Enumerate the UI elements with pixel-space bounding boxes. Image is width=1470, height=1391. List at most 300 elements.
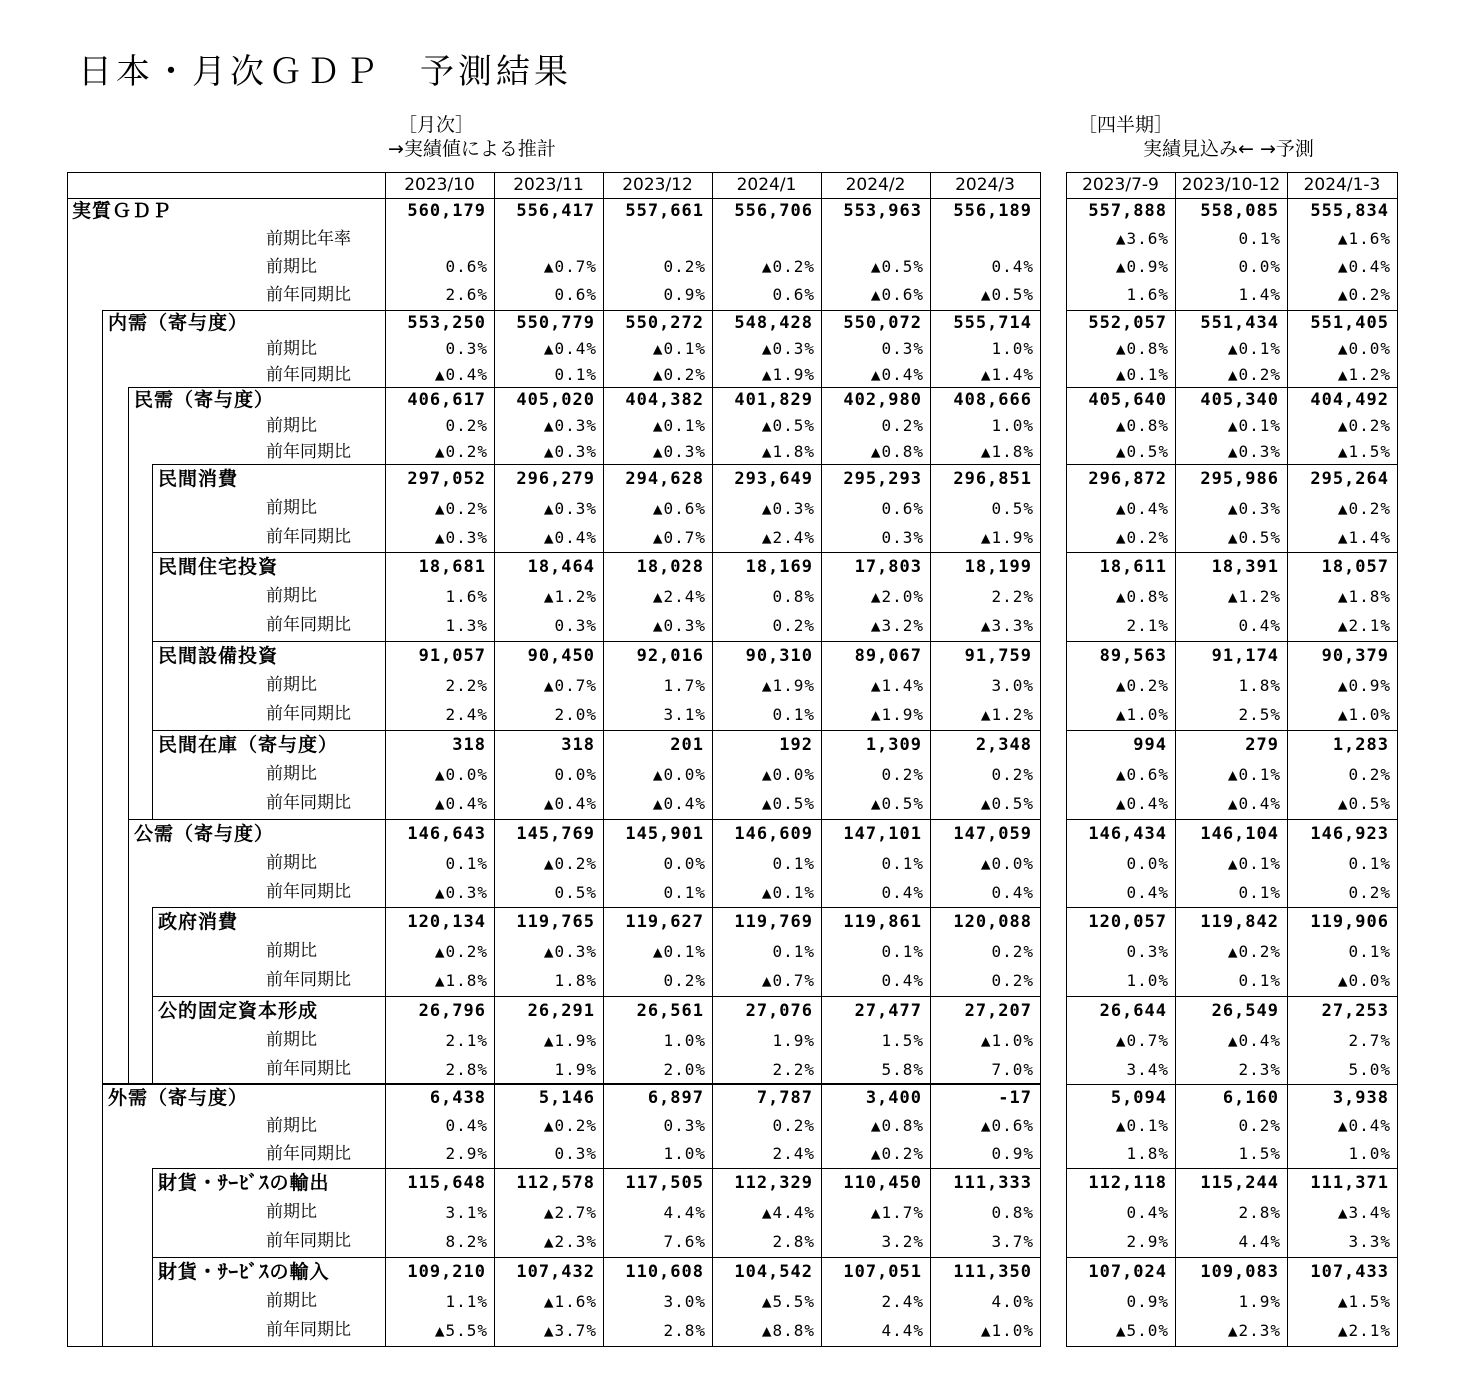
sub-row-label: 前期比 — [266, 853, 317, 873]
sub-row-label: 前期比 — [266, 1291, 317, 1311]
value-cell: ▲0.4% — [543, 527, 597, 547]
value-cell: 1.9% — [772, 1030, 815, 1050]
sub-row-label: 前期比 — [266, 764, 317, 784]
value-cell: 1.0% — [991, 416, 1034, 435]
value-cell: ▲0.5% — [980, 285, 1034, 304]
value-cell: 552,057 — [1088, 312, 1167, 333]
value-cell: 279 — [1245, 734, 1279, 755]
value-cell: ▲0.2% — [1337, 285, 1391, 304]
value-cell: ▲5.5% — [761, 1291, 815, 1311]
value-cell: 110,608 — [625, 1261, 704, 1282]
value-cell: ▲2.7% — [543, 1202, 597, 1222]
value-cell: 6,897 — [647, 1087, 704, 1108]
value-cell: ▲2.1% — [1337, 1320, 1391, 1340]
value-cell: 2.6% — [445, 285, 488, 304]
row-separator — [152, 552, 1040, 553]
value-cell: ▲0.2% — [761, 257, 815, 276]
value-cell: ▲2.4% — [652, 586, 706, 606]
value-cell: 2.8% — [772, 1231, 815, 1251]
row-separator — [1066, 310, 1398, 311]
value-cell: 1.8% — [1126, 1144, 1169, 1163]
value-cell: 0.5% — [554, 882, 597, 902]
value-cell: ▲1.6% — [543, 1291, 597, 1311]
value-cell: 7.6% — [663, 1231, 706, 1251]
row-label: 民間住宅投資 — [158, 555, 279, 578]
value-cell: 0.2% — [881, 416, 924, 435]
value-cell: 0.4% — [1126, 1202, 1169, 1222]
value-cell: 0.2% — [991, 970, 1034, 990]
value-cell: ▲0.1% — [652, 416, 706, 435]
value-cell: ▲0.3% — [543, 416, 597, 435]
value-cell: 295,986 — [1200, 468, 1279, 489]
value-cell: ▲0.2% — [652, 365, 706, 384]
value-cell: 0.1% — [881, 853, 924, 873]
value-cell: 295,264 — [1310, 468, 1389, 489]
value-cell: 0.9% — [663, 285, 706, 304]
value-cell: 1.1% — [445, 1291, 488, 1311]
sub-row-label: 前期比 — [266, 1202, 317, 1222]
value-cell: 104,542 — [734, 1261, 813, 1282]
row-separator — [152, 1168, 1040, 1169]
value-cell: 557,888 — [1088, 201, 1167, 221]
value-cell: ▲2.1% — [1337, 615, 1391, 635]
value-cell: 2.1% — [445, 1030, 488, 1050]
value-cell: 1.9% — [554, 1059, 597, 1079]
row-separator — [1066, 1257, 1398, 1258]
row-label: 財貨・ｻｰﾋﾞｽの輸出 — [158, 1171, 330, 1194]
value-cell: 17,803 — [854, 556, 922, 577]
table-bottom-border — [1066, 1346, 1398, 1347]
value-cell: ▲1.5% — [1337, 442, 1391, 461]
column-header: 2023/12 — [622, 175, 693, 195]
value-cell: 4.0% — [991, 1291, 1034, 1311]
value-cell: 2.2% — [445, 675, 488, 695]
value-cell: 2.9% — [445, 1144, 488, 1163]
value-cell: ▲0.8% — [870, 1116, 924, 1135]
value-cell: 107,024 — [1088, 1261, 1167, 1282]
value-cell: ▲1.9% — [761, 675, 815, 695]
value-cell: 1.0% — [991, 339, 1034, 358]
value-cell: 2.3% — [1238, 1059, 1281, 1079]
value-cell: ▲0.4% — [1227, 1030, 1281, 1050]
value-cell: 146,434 — [1088, 823, 1167, 844]
value-cell: 18,028 — [636, 556, 704, 577]
value-cell: 0.2% — [772, 615, 815, 635]
row-separator — [152, 730, 1040, 731]
value-cell: 405,020 — [516, 389, 595, 410]
value-cell: 4.4% — [881, 1320, 924, 1340]
row-label: 政府消費 — [158, 910, 239, 933]
value-cell: 404,492 — [1310, 389, 1389, 410]
value-cell: 553,250 — [407, 312, 486, 333]
value-cell: ▲0.4% — [543, 339, 597, 358]
value-cell: ▲2.4% — [761, 527, 815, 547]
sub-row-label: 前年同期比 — [266, 1143, 351, 1164]
quarterly-note: 実績見込み← →予測 — [1143, 138, 1314, 160]
value-cell: 27,207 — [964, 1000, 1032, 1021]
value-cell: ▲1.7% — [870, 1202, 924, 1222]
value-cell: ▲0.1% — [1115, 365, 1169, 384]
value-cell: 0.0% — [1238, 257, 1281, 276]
table-bottom-border — [67, 1346, 1041, 1347]
value-cell: 297,052 — [407, 468, 486, 489]
value-cell: ▲0.0% — [761, 764, 815, 784]
value-cell: ▲3.2% — [870, 615, 924, 635]
row-separator — [102, 310, 1040, 311]
value-cell: 5,094 — [1110, 1087, 1167, 1108]
row-separator — [1066, 1168, 1398, 1169]
value-cell: 26,549 — [1211, 1000, 1279, 1021]
value-cell: 0.1% — [1348, 941, 1391, 961]
sub-row-label: 前年同期比 — [266, 364, 351, 385]
value-cell: ▲0.3% — [434, 882, 488, 902]
value-cell: 2.0% — [663, 1059, 706, 1079]
value-cell: ▲2.3% — [543, 1231, 597, 1251]
value-cell: ▲1.8% — [761, 442, 815, 461]
value-cell: 3.0% — [663, 1291, 706, 1311]
sub-row-label: 前年同期比 — [266, 1231, 351, 1251]
value-cell: ▲0.4% — [1115, 793, 1169, 813]
value-cell: ▲3.4% — [1337, 1202, 1391, 1222]
value-cell: 556,706 — [734, 201, 813, 221]
value-cell: 8.2% — [445, 1231, 488, 1251]
value-cell: 0.1% — [772, 941, 815, 961]
value-cell: 120,057 — [1088, 911, 1167, 932]
value-cell: 556,189 — [953, 201, 1032, 221]
value-cell: 2.4% — [445, 704, 488, 724]
value-cell: ▲0.5% — [761, 793, 815, 813]
value-cell: 0.2% — [991, 764, 1034, 784]
value-cell: 1.4% — [1238, 285, 1281, 304]
value-cell: 405,640 — [1088, 389, 1167, 410]
value-cell: ▲0.0% — [1337, 970, 1391, 990]
value-cell: 0.6% — [772, 285, 815, 304]
value-cell: ▲1.2% — [1337, 365, 1391, 384]
value-cell: ▲0.5% — [870, 793, 924, 813]
value-cell: 1.0% — [663, 1144, 706, 1163]
value-cell: 0.3% — [663, 1116, 706, 1135]
value-cell: 2.7% — [1348, 1030, 1391, 1050]
value-cell: -17 — [998, 1087, 1032, 1108]
value-cell: 318 — [561, 734, 595, 755]
value-cell: 18,681 — [418, 556, 486, 577]
value-cell: 6,438 — [429, 1087, 486, 1108]
sub-row-label: 前年同期比 — [266, 970, 351, 990]
value-cell: 4.4% — [663, 1202, 706, 1222]
value-cell: ▲0.5% — [870, 257, 924, 276]
value-cell: 109,210 — [407, 1261, 486, 1282]
value-cell: 147,059 — [953, 823, 1032, 844]
value-cell: ▲0.2% — [1337, 498, 1391, 518]
value-cell: ▲1.5% — [1337, 1291, 1391, 1311]
value-cell: ▲1.9% — [980, 527, 1034, 547]
value-cell: 404,382 — [625, 389, 704, 410]
value-cell: 107,051 — [843, 1261, 922, 1282]
value-cell: ▲0.4% — [1337, 257, 1391, 276]
value-cell: 91,174 — [1211, 645, 1279, 666]
value-cell: 27,076 — [745, 1000, 813, 1021]
value-cell: 119,906 — [1310, 911, 1389, 932]
row-separator — [152, 996, 1040, 997]
value-cell: 2.2% — [991, 586, 1034, 606]
value-cell: 0.2% — [1238, 1116, 1281, 1135]
value-cell: 107,432 — [516, 1261, 595, 1282]
value-cell: ▲1.9% — [761, 365, 815, 384]
value-cell: ▲1.9% — [870, 704, 924, 724]
value-cell: ▲0.0% — [652, 764, 706, 784]
value-cell: ▲0.5% — [1337, 793, 1391, 813]
sub-row-label: 前期比 — [266, 675, 317, 695]
value-cell: ▲0.2% — [543, 1116, 597, 1135]
value-cell: 110,450 — [843, 1172, 922, 1193]
value-cell: 294,628 — [625, 468, 704, 489]
value-cell: 146,609 — [734, 823, 813, 844]
row-separator — [152, 464, 1040, 465]
value-cell: ▲0.7% — [1115, 1030, 1169, 1050]
value-cell: 296,872 — [1088, 468, 1167, 489]
value-cell: ▲0.4% — [652, 793, 706, 813]
value-cell: 89,563 — [1099, 645, 1167, 666]
value-cell: 112,329 — [734, 1172, 813, 1193]
row-separator — [1066, 387, 1398, 388]
sub-row-label: 前期比 — [266, 256, 317, 277]
value-cell: 111,333 — [953, 1172, 1032, 1193]
value-cell: 7,787 — [756, 1087, 813, 1108]
row-separator — [1066, 464, 1398, 465]
value-cell: 0.2% — [881, 764, 924, 784]
value-cell: 2.9% — [1126, 1231, 1169, 1251]
value-cell: 147,101 — [843, 823, 922, 844]
value-cell: 2.4% — [772, 1144, 815, 1163]
value-cell: 145,901 — [625, 823, 704, 844]
value-cell: ▲0.3% — [652, 615, 706, 635]
value-cell: ▲1.2% — [980, 704, 1034, 724]
value-cell: ▲1.8% — [980, 442, 1034, 461]
row-label: 民間消費 — [158, 467, 239, 490]
value-cell: ▲0.3% — [652, 442, 706, 461]
value-cell: 27,477 — [854, 1000, 922, 1021]
value-cell: ▲0.1% — [1227, 764, 1281, 784]
value-cell: 109,083 — [1200, 1261, 1279, 1282]
sub-row-label: 前年同期比 — [266, 704, 351, 724]
row-label: 公需（寄与度） — [134, 822, 275, 845]
table-top-border — [1066, 172, 1398, 173]
row-label: 民間在庫（寄与度） — [158, 733, 339, 756]
value-cell: 90,450 — [527, 645, 595, 666]
value-cell: ▲0.4% — [1227, 793, 1281, 813]
value-cell: 408,666 — [953, 389, 1032, 410]
value-cell: ▲0.3% — [761, 339, 815, 358]
value-cell: ▲0.3% — [1227, 442, 1281, 461]
value-cell: ▲0.2% — [1115, 675, 1169, 695]
value-cell: ▲0.7% — [761, 970, 815, 990]
value-cell: 0.1% — [663, 882, 706, 902]
value-cell: 0.1% — [1238, 882, 1281, 902]
row-separator — [152, 1257, 1040, 1258]
value-cell: ▲0.3% — [434, 527, 488, 547]
value-cell: 0.1% — [772, 853, 815, 873]
value-cell: 295,293 — [843, 468, 922, 489]
value-cell: 112,118 — [1088, 1172, 1167, 1193]
value-cell: ▲1.0% — [1115, 704, 1169, 724]
sub-row-label: 前期比 — [266, 586, 317, 606]
value-cell: ▲1.2% — [543, 586, 597, 606]
value-cell: ▲0.4% — [870, 365, 924, 384]
value-cell: 1.5% — [1238, 1144, 1281, 1163]
value-cell: 553,963 — [843, 201, 922, 221]
value-cell: ▲0.2% — [543, 853, 597, 873]
value-cell: 89,067 — [854, 645, 922, 666]
value-cell: 0.1% — [772, 704, 815, 724]
sub-row-label: 前期比 — [266, 338, 317, 359]
value-cell: 0.3% — [554, 1144, 597, 1163]
value-cell: 6,160 — [1222, 1087, 1279, 1108]
value-cell: ▲1.2% — [1227, 586, 1281, 606]
value-cell: 18,391 — [1211, 556, 1279, 577]
value-cell: 558,085 — [1200, 201, 1279, 221]
table-top-border — [67, 172, 1041, 173]
sub-row-label: 前期比 — [266, 941, 317, 961]
value-cell: 0.3% — [1126, 941, 1169, 961]
value-cell: 2,348 — [975, 734, 1032, 755]
value-cell: 0.3% — [881, 527, 924, 547]
value-cell: ▲0.3% — [543, 941, 597, 961]
value-cell: ▲0.3% — [1227, 498, 1281, 518]
row-separator — [1066, 907, 1398, 908]
value-cell: 3,938 — [1332, 1087, 1389, 1108]
row-separator — [1066, 819, 1398, 820]
value-cell: 146,923 — [1310, 823, 1389, 844]
value-cell: 18,199 — [964, 556, 1032, 577]
value-cell: ▲0.6% — [652, 498, 706, 518]
row-separator — [102, 1083, 1041, 1085]
value-cell: ▲0.4% — [434, 365, 488, 384]
value-cell: ▲0.6% — [870, 285, 924, 304]
value-cell: 119,861 — [843, 911, 922, 932]
value-cell: 0.6% — [445, 257, 488, 276]
value-cell: 2.8% — [1238, 1202, 1281, 1222]
value-cell: ▲1.9% — [543, 1030, 597, 1050]
value-cell: ▲0.3% — [543, 498, 597, 518]
value-cell: 296,279 — [516, 468, 595, 489]
row-separator — [152, 907, 1040, 908]
value-cell: 112,578 — [516, 1172, 595, 1193]
value-cell: 0.0% — [554, 764, 597, 784]
value-cell: 0.2% — [1348, 764, 1391, 784]
value-cell: 0.4% — [445, 1116, 488, 1135]
value-cell: 0.4% — [1238, 615, 1281, 635]
value-cell: ▲8.8% — [761, 1320, 815, 1340]
value-cell: ▲0.4% — [434, 793, 488, 813]
value-cell: 3.2% — [881, 1231, 924, 1251]
value-cell: ▲0.1% — [652, 339, 706, 358]
value-cell: ▲0.7% — [652, 527, 706, 547]
column-header: 2023/7-9 — [1082, 175, 1159, 195]
row-separator — [1066, 552, 1398, 553]
value-cell: ▲0.1% — [652, 941, 706, 961]
value-cell: 0.9% — [1126, 1291, 1169, 1311]
quarterly-label: ［四半期］ — [1078, 114, 1174, 136]
value-cell: 90,310 — [745, 645, 813, 666]
row-label: 公的固定資本形成 — [158, 999, 319, 1022]
table-left-border — [67, 172, 68, 1346]
value-cell: 0.2% — [772, 1116, 815, 1135]
row-label: 民需（寄与度） — [134, 388, 275, 411]
value-cell: ▲0.8% — [1115, 586, 1169, 606]
value-cell: 119,627 — [625, 911, 704, 932]
value-cell: ▲0.4% — [1337, 1116, 1391, 1135]
value-cell: 115,648 — [407, 1172, 486, 1193]
value-cell: 550,072 — [843, 312, 922, 333]
sub-row-label: 前年同期比 — [266, 1059, 351, 1079]
value-cell: 0.9% — [991, 1144, 1034, 1163]
value-cell: 90,379 — [1321, 645, 1389, 666]
table-right-border — [1397, 172, 1398, 1346]
value-cell: 1.8% — [1238, 675, 1281, 695]
value-cell: 0.0% — [1126, 853, 1169, 873]
value-cell: 111,350 — [953, 1261, 1032, 1282]
value-cell: ▲0.2% — [1227, 365, 1281, 384]
value-cell: 119,842 — [1200, 911, 1279, 932]
value-cell: 27,253 — [1321, 1000, 1389, 1021]
row-separator — [152, 641, 1040, 642]
value-cell: ▲1.4% — [870, 675, 924, 695]
value-cell: 2.8% — [663, 1320, 706, 1340]
row-separator — [1066, 996, 1398, 997]
row-label: 実質ＧＤＰ — [72, 200, 173, 222]
value-cell: 560,179 — [407, 201, 486, 221]
value-cell: 3.7% — [991, 1231, 1034, 1251]
value-cell: 0.2% — [991, 941, 1034, 961]
value-cell: 2.2% — [772, 1059, 815, 1079]
value-cell: ▲0.2% — [1337, 416, 1391, 435]
value-cell: 0.3% — [554, 615, 597, 635]
value-cell: ▲0.2% — [870, 1144, 924, 1163]
value-cell: ▲0.1% — [1227, 339, 1281, 358]
value-cell: 0.4% — [991, 882, 1034, 902]
value-cell: 1.9% — [1238, 1291, 1281, 1311]
value-cell: 0.1% — [1238, 970, 1281, 990]
sub-row-label: 前年同期比 — [266, 284, 351, 305]
row-separator — [128, 819, 1040, 820]
value-cell: ▲0.2% — [434, 442, 488, 461]
value-cell: 406,617 — [407, 389, 486, 410]
sub-row-label: 前年同期比 — [266, 793, 351, 813]
value-cell: ▲0.5% — [1227, 527, 1281, 547]
value-cell: ▲0.2% — [434, 498, 488, 518]
sub-row-label: 前年同期比 — [266, 1320, 351, 1340]
sub-row-label: 前期比年率 — [266, 228, 351, 249]
value-cell: 0.0% — [663, 853, 706, 873]
value-cell: 0.6% — [554, 285, 597, 304]
value-cell: ▲0.0% — [1337, 339, 1391, 358]
value-cell: 550,779 — [516, 312, 595, 333]
value-cell: 18,464 — [527, 556, 595, 577]
tree-line — [102, 310, 103, 1346]
row-label: 民間設備投資 — [158, 644, 279, 667]
value-cell: 0.2% — [445, 416, 488, 435]
value-cell: 0.3% — [881, 339, 924, 358]
value-cell: 2.4% — [881, 1291, 924, 1311]
value-cell: 3.3% — [1348, 1231, 1391, 1251]
value-cell: 0.2% — [663, 970, 706, 990]
value-cell: ▲4.4% — [761, 1202, 815, 1222]
page-title: 日本・月次ＧＤＰ 予測結果 — [78, 52, 572, 92]
sub-row-label: 前期比 — [266, 498, 317, 518]
value-cell: 5.8% — [881, 1059, 924, 1079]
column-header: 2023/11 — [513, 175, 584, 195]
value-cell: ▲0.5% — [761, 416, 815, 435]
